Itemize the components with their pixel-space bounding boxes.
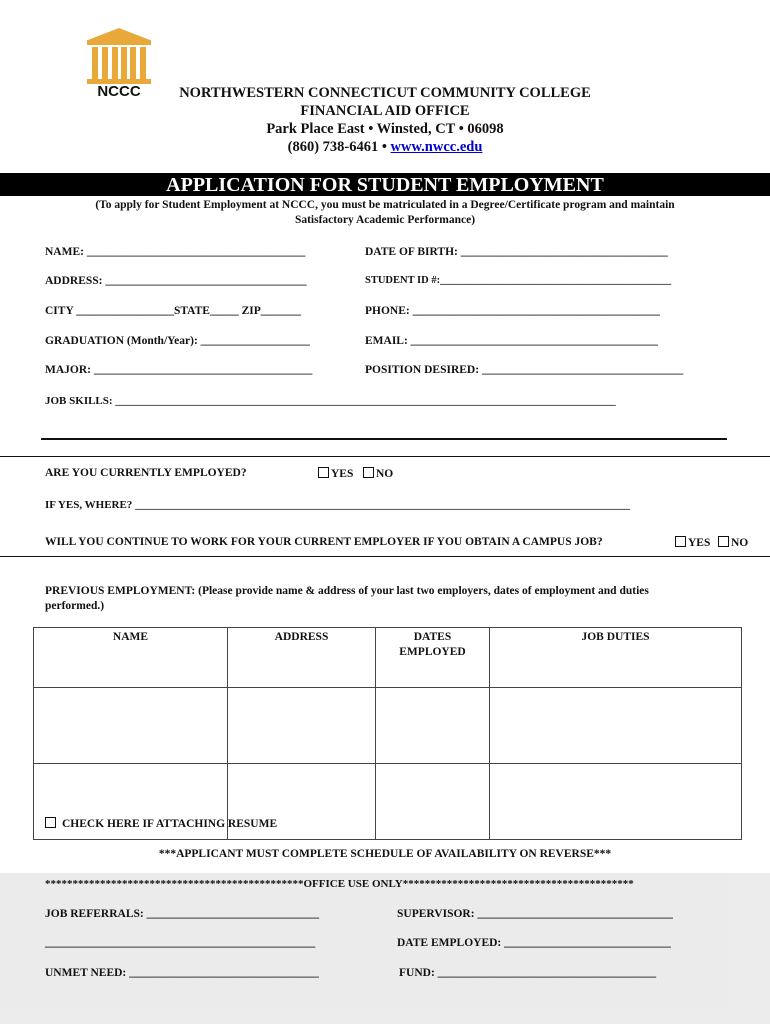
student-id-field[interactable]: STUDENT ID #:____________________________________________ [365,275,672,286]
phone-field[interactable]: PHONE: ___________________________________________ [365,305,660,317]
major-field[interactable]: MAJOR: ______________________________________ [45,364,313,376]
office-use-section [0,873,770,1024]
subtitle-line-1: (To apply for Student Employment at NCCC, you must be matriculated in a Degree/Certificate program and maintain [95,199,675,211]
employer-1-name-cell[interactable] [34,688,228,764]
name-field[interactable]: NAME: ______________________________________ [45,246,306,258]
column-header-address: ADDRESS [228,628,376,688]
table-row [34,688,742,764]
college-name: NORTHWESTERN CONNECTICUT COMMUNITY COLLEGE [179,85,591,101]
no-label: NO [376,468,394,480]
availability-note: ***APPLICANT MUST COMPLETE SCHEDULE OF AVAILABILITY ON REVERSE*** [158,848,612,860]
employer-2-dates-cell[interactable] [376,764,490,840]
table-header-row [34,628,742,688]
column-header-duties: JOB DUTIES [490,628,742,688]
job-referrals-field[interactable]: JOB REFERRALS: ______________________________ [45,908,320,920]
office-address: Park Place East • Winsted, CT • 06098 [266,121,504,137]
current-employer-field[interactable]: IF YES, WHERE? __________________________________________________________________________________________ [45,499,631,511]
employed-yes-option[interactable] [318,467,353,480]
yes-label: YES [331,468,354,480]
yes-label: YES [688,537,711,549]
employer-2-duties-cell[interactable] [490,764,742,840]
logo-text: NCCC [97,83,141,100]
previous-employment-line-1: PREVIOUS EMPLOYMENT: (Please provide name & address of your last two employers, dates of employment and duties [45,585,649,597]
unmet-need-field[interactable]: UNMET NEED: _________________________________ [45,967,319,979]
employed-question: ARE YOU CURRENTLY EMPLOYED? [45,467,247,479]
employed-yes-checkbox[interactable] [318,467,329,478]
employed-no-checkbox[interactable] [363,467,374,478]
contact-line [0,139,770,156]
continue-yes-checkbox[interactable] [675,536,686,547]
position-desired-field[interactable]: POSITION DESIRED: ___________________________________ [365,364,684,376]
supervisor-field[interactable]: SUPERVISOR: __________________________________ [397,908,673,920]
date-employed-field[interactable]: DATE EMPLOYED: _____________________________ [397,937,671,949]
job-skills-field[interactable]: JOB SKILLS: ___________________________________________________________________________________________ [45,395,616,407]
previous-employment-line-2: performed.) [45,600,105,612]
section-divider [0,556,770,557]
column-header-name: NAME [34,628,228,688]
office-name: FINANCIAL AID OFFICE [300,103,470,119]
continue-yes-option[interactable] [675,536,710,549]
continue-no-checkbox[interactable] [718,536,729,547]
job-skills-line[interactable] [41,438,727,440]
office-use-banner: ***********************************************OFFICE USE ONLY****************************************** [45,878,634,890]
section-divider [0,456,770,457]
dob-field[interactable]: DATE OF BIRTH: ____________________________________ [365,246,668,258]
continue-question: WILL YOU CONTINUE TO WORK FOR YOUR CURRENT EMPLOYER IF YOU OBTAIN A CAMPUS JOB? [45,536,603,548]
previous-employment-table [33,627,742,840]
email-field[interactable]: EMAIL: ___________________________________________ [365,335,658,347]
column-header-dates [376,628,490,688]
website-link[interactable]: www.nwcc.edu [390,139,483,155]
fund-field[interactable]: FUND: ______________________________________ [399,967,657,979]
office-blank-field[interactable]: _______________________________________________ [45,937,316,949]
address-field[interactable]: ADDRESS: ___________________________________ [45,275,307,287]
dates-label-line-1: DATES [413,631,452,643]
office-phone: (860) 738-6461 • [287,139,391,155]
previous-employment-instructions [45,584,649,614]
city-state-zip-field[interactable]: CITY _________________STATE_____ ZIP_______ [45,305,302,317]
resume-checkbox[interactable] [45,817,56,828]
employed-no-option[interactable] [363,467,393,480]
resume-label: CHECK HERE IF ATTACHING RESUME [62,818,278,830]
no-label: NO [731,537,749,549]
resume-option[interactable] [45,817,277,830]
form-title: APPLICATION FOR STUDENT EMPLOYMENT [0,173,770,196]
dates-label-line-2: EMPLOYED [399,646,466,658]
form-subtitle [0,198,770,228]
graduation-field[interactable]: GRADUATION (Month/Year): ___________________ [45,335,310,347]
continue-no-option[interactable] [718,536,748,549]
subtitle-line-2: Satisfactory Academic Performance) [294,214,476,226]
employer-1-address-cell[interactable] [228,688,376,764]
employer-1-dates-cell[interactable] [376,688,490,764]
employer-1-duties-cell[interactable] [490,688,742,764]
